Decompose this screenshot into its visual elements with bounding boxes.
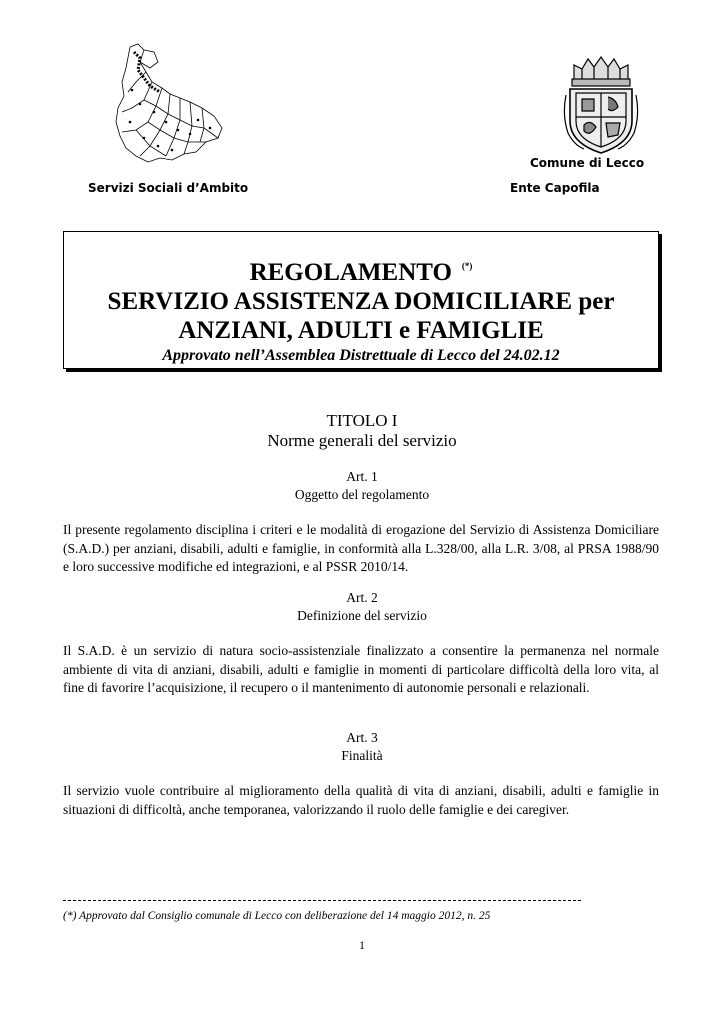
- article-number: Art. 2: [346, 590, 378, 605]
- article-2-header: [0, 589, 724, 625]
- article-3-text: Il servizio vuole contribuire al miglioramento della qualità di vita di anziani, disabili, adulti e famiglie in situazioni di difficoltà, anche temporanea, valorizzando il ruolo delle famiglie e dei caregiver.: [63, 783, 659, 817]
- footnote: (*) Approvato dal Consiglio comunale di Lecco con deliberazione del 14 maggio 2012, n. 25: [63, 910, 491, 922]
- document-title: [64, 258, 658, 287]
- article-number: Art. 1: [346, 469, 378, 484]
- district-map-logo: [110, 42, 230, 172]
- title-line-2: SERVIZIO ASSISTENZA DOMICILIARE per: [107, 288, 615, 315]
- article-1-text: Il presente regolamento disciplina i criteri e le modalità di erogazione del Servizio di Assistenza Domiciliare (S.A.D.) per anziani, disabili, adulti e famiglie, in conformità alla L.328/00, alla L.R. 3/08, al PRSA 1988/90 e loro successive modifiche ed integrazioni, e al PSSR 2010/14.: [63, 522, 659, 575]
- title-box: [63, 231, 659, 369]
- approval-line: Approvato nell’Assemblea Distrettuale di Lecco del 24.02.12: [162, 347, 560, 364]
- article-title: Finalità: [341, 748, 383, 763]
- article-1-header: [0, 468, 724, 504]
- article-number: Art. 3: [346, 730, 378, 745]
- page-number: 1: [359, 938, 365, 952]
- comune-coat-of-arms-icon: [560, 55, 642, 155]
- article-title: Oggetto del regolamento: [294, 487, 430, 502]
- title-line-1: REGOLAMENTO: [249, 259, 452, 286]
- footnote-mark: (*): [461, 261, 473, 271]
- article-3-header: [0, 729, 724, 765]
- footnote-divider: [63, 900, 581, 901]
- left-subtitle: Servizi Sociali d’Ambito: [88, 181, 249, 195]
- right-subtitle: Ente Capofila: [510, 181, 600, 195]
- article-title: Definizione del servizio: [297, 608, 427, 623]
- titolo-section: [0, 411, 724, 451]
- comune-label: Comune di Lecco: [530, 156, 645, 170]
- title-line-3: ANZIANI, ADULTI e FAMIGLIE: [178, 317, 544, 344]
- titolo-subheading: Norme generali del servizio: [267, 431, 457, 450]
- article-2-text: Il S.A.D. è un servizio di natura socio-assistenziale finalizzato a consentire la permanenza nel normale ambiente di vita di anziani, disabili, adulti e famiglie in momenti di particolare difficoltà della loro vita, al fine di favorire l’acquisizione, il recupero o il mantenimento di autonomie personali e relazionali.: [63, 643, 659, 696]
- titolo-heading: TITOLO I: [326, 411, 398, 430]
